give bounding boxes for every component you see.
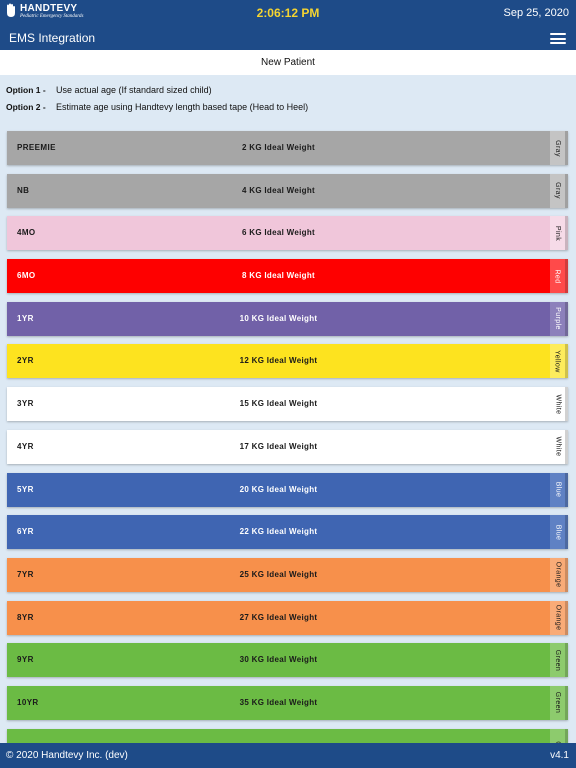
row-age-label: NB — [17, 185, 30, 195]
option-2 — [6, 98, 308, 115]
color-tab-label: Orange — [554, 562, 561, 588]
option-1 — [6, 81, 308, 98]
color-tab-label: Green — [554, 649, 561, 671]
row-age-label: 8YR — [17, 612, 34, 622]
weight-row[interactable] — [7, 473, 568, 507]
weight-row[interactable] — [7, 558, 568, 592]
color-tab — [550, 558, 568, 592]
nav-bar — [0, 25, 576, 50]
option-key: Option 2 - — [6, 101, 46, 112]
color-tab-label: Blue — [554, 524, 561, 540]
weight-row[interactable] — [7, 601, 568, 635]
status-bar — [0, 0, 576, 25]
row-weight-label: 30 KG Ideal Weight — [239, 655, 318, 665]
hamburger-menu-icon[interactable] — [550, 33, 566, 44]
row-weight-label: 17 KG Ideal Weight — [239, 441, 318, 451]
weight-row[interactable] — [7, 302, 568, 336]
row-weight-label: 22 KG Ideal Weight — [239, 527, 318, 537]
logo-name: HANDTEVY — [20, 2, 78, 14]
row-age-label: 4YR — [17, 441, 34, 451]
row-weight-label: 8 KG Ideal Weight — [242, 271, 315, 281]
weight-list — [7, 131, 568, 768]
weight-row[interactable] — [7, 643, 568, 677]
row-age-label: 5YR — [17, 484, 34, 494]
row-age-label: PREEMIE — [17, 143, 56, 152]
option-key: Option 1 - — [6, 84, 46, 95]
color-tab — [550, 473, 568, 507]
color-tab-label: Gray — [554, 139, 561, 157]
copyright: © 2020 Handtevy Inc. (dev) — [6, 750, 128, 761]
color-tab-label: Blue — [554, 481, 561, 498]
row-weight-label: 25 KG Ideal Weight — [239, 569, 318, 579]
color-tab-label: White — [554, 394, 561, 415]
row-age-label: 7YR — [17, 569, 34, 579]
clock: 2:06:12 PM — [256, 6, 320, 20]
row-weight-label: 35 KG Ideal Weight — [239, 697, 318, 707]
row-weight-label: 10 KG Ideal Weight — [239, 313, 318, 323]
version-label: v4.1 — [550, 750, 569, 761]
color-tab — [550, 216, 568, 250]
color-tab-label: Orange — [554, 604, 561, 631]
color-tab-label: Green — [554, 692, 561, 714]
row-age-label: 9YR — [17, 655, 34, 665]
weight-row[interactable] — [7, 216, 568, 250]
color-tab-label: White — [554, 436, 561, 457]
weight-row[interactable] — [7, 174, 568, 208]
date: Sep 25, 2020 — [503, 7, 569, 19]
page-title: EMS Integration — [9, 31, 96, 45]
color-tab — [550, 601, 568, 635]
row-age-label: 6MO — [17, 271, 36, 281]
options-list — [6, 81, 308, 115]
weight-row[interactable] — [7, 686, 568, 720]
option-text: Use actual age (If standard sized child) — [56, 84, 212, 95]
weight-row[interactable] — [7, 430, 568, 464]
row-weight-label: 20 KG Ideal Weight — [239, 484, 318, 494]
color-tab — [550, 131, 568, 165]
row-age-label: 10YR — [17, 697, 39, 707]
color-tab — [550, 344, 568, 378]
color-tab-label: Red — [553, 269, 561, 284]
row-age-label: 1YR — [17, 313, 34, 323]
weight-row[interactable] — [7, 344, 568, 378]
color-tab-label: Yellow — [554, 350, 562, 373]
row-weight-label: 12 KG Ideal Weight — [239, 356, 318, 366]
row-weight-label: 15 KG Ideal Weight — [239, 399, 318, 409]
color-tab — [550, 302, 568, 336]
row-age-label: 3YR — [17, 399, 34, 409]
color-tab-label: Pink — [554, 225, 561, 241]
color-tab — [550, 686, 568, 720]
color-tab — [550, 174, 568, 208]
color-tab — [550, 387, 568, 421]
weight-row[interactable] — [7, 131, 568, 165]
weight-row[interactable] — [7, 259, 568, 293]
color-tab — [550, 643, 568, 677]
row-weight-label: 4 KG Ideal Weight — [242, 185, 315, 195]
row-weight-label: 6 KG Ideal Weight — [242, 228, 315, 238]
logo-tagline: Pediatric Emergency Standards — [20, 13, 84, 19]
row-weight-label: 2 KG Ideal Weight — [242, 143, 315, 152]
color-tab — [550, 515, 568, 549]
row-weight-label: 27 KG Ideal Weight — [239, 612, 318, 622]
footer — [0, 743, 576, 768]
weight-row[interactable] — [7, 515, 568, 549]
row-age-label: 4MO — [17, 228, 36, 238]
color-tab — [550, 430, 568, 464]
color-tab-label: Purple — [554, 307, 562, 331]
section-title: New Patient — [0, 50, 576, 75]
color-tab — [550, 259, 568, 293]
row-age-label: 2YR — [17, 356, 34, 366]
weight-row[interactable] — [7, 387, 568, 421]
row-age-label: 6YR — [17, 527, 34, 537]
option-text: Estimate age using Handtevy length based tape (Head to Heel) — [56, 101, 309, 112]
color-tab-label: Gray — [554, 182, 561, 200]
